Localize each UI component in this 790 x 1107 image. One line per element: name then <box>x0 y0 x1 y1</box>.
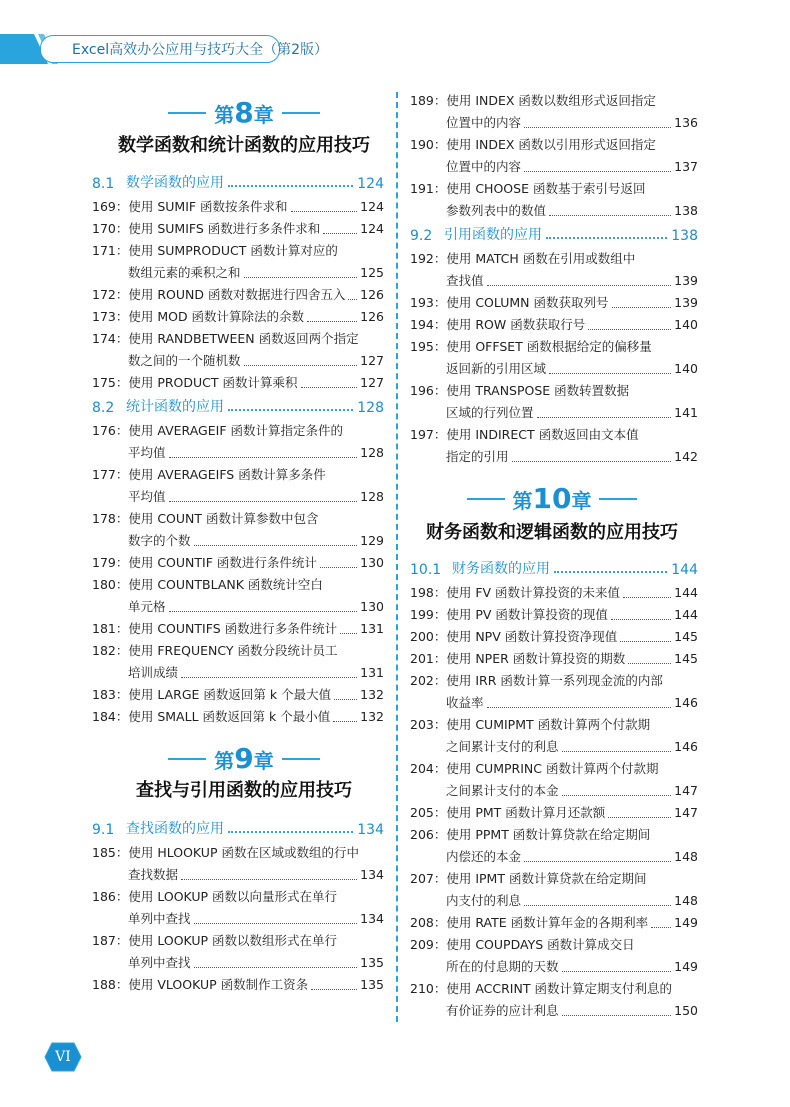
toc-entry-180[interactable]: 180：使用 COUNTBLANK 函数统计空白 单元格 130 <box>92 577 384 614</box>
toc-entry-192[interactable]: 192：使用 MATCH 函数在引用或数组中 查找值 139 <box>410 251 698 288</box>
toc-entry-193[interactable]: 193：使用 COLUMN 函数获取列号 139 <box>410 295 698 310</box>
toc-entry-177[interactable]: 177：使用 AVERAGEIFS 函数计算多条件 平均值 128 <box>92 467 384 504</box>
section-8-1[interactable] <box>92 170 384 192</box>
toc-entry-204[interactable]: 204：使用 CUMPRINC 函数计算两个付款期 之间累计支付的本金 147 <box>410 761 698 798</box>
toc-entry-169[interactable]: 169：使用 SUMIF 函数按条件求和 124 <box>92 199 384 214</box>
toc-entry-197[interactable]: 197：使用 INDIRECT 函数返回由文本值 指定的引用 142 <box>410 427 698 464</box>
toc-entry-195[interactable]: 195：使用 OFFSET 函数根据给定的偏移量 返回新的引用区域 140 <box>410 339 698 376</box>
section-9-2[interactable] <box>410 222 698 244</box>
chapter-10-title: 财务函数和逻辑函数的应用技巧 <box>426 522 678 543</box>
toc-entry-210[interactable]: 210：使用 ACCRINT 函数计算定期支付利息的 有价证券的应计利息 150 <box>410 981 698 1018</box>
section-page: 134 <box>357 822 384 838</box>
section-8-2[interactable] <box>92 394 384 416</box>
chapter-number: 8 <box>234 96 254 129</box>
toc-entry-182[interactable]: 182：使用 FREQUENCY 函数分段统计员工 培训成绩 131 <box>92 643 384 680</box>
toc-entry-183[interactable]: 183：使用 LARGE 函数返回第 k 个最大值 132 <box>92 687 384 702</box>
toc-entry-203[interactable]: 203：使用 CUMIPMT 函数计算两个付款期 之间累计支付的利息 146 <box>410 717 698 754</box>
toc-entry-202[interactable]: 202：使用 IRR 函数计算一系列现金流的内部 收益率 146 <box>410 673 698 710</box>
section-label: 统计函数的应用 <box>126 399 224 415</box>
chapter-8-heading <box>94 96 394 129</box>
section-page: 124 <box>357 176 384 192</box>
toc-entry-184[interactable]: 184：使用 SMALL 函数返回第 k 个最小值 132 <box>92 709 384 724</box>
section-number: 10.1 <box>410 562 442 578</box>
toc-entry-189[interactable]: 189：使用 INDEX 函数以数组形式返回指定 位置中的内容 136 <box>410 93 698 130</box>
section-number: 8.1 <box>92 176 115 192</box>
chapter-9-heading <box>94 742 394 775</box>
toc-entry-174[interactable]: 174：使用 RANDBETWEEN 函数返回两个指定 数之间的一个随机数 127 <box>92 331 384 368</box>
toc-entry-176[interactable]: 176：使用 AVERAGEIF 函数计算指定条件的 平均值 128 <box>92 423 384 460</box>
page-number: VI <box>55 1049 71 1065</box>
toc-entry-188[interactable]: 188：使用 VLOOKUP 函数制作工资条 135 <box>92 977 384 992</box>
toc-entry-209[interactable]: 209：使用 COUPDAYS 函数计算成交日 所在的付息期的天数 149 <box>410 937 698 974</box>
toc-entry-198[interactable]: 198：使用 FV 函数计算投资的未来值 144 <box>410 585 698 600</box>
toc-entry-206[interactable]: 206：使用 PPMT 函数计算贷款在给定期间 内偿还的本金 148 <box>410 827 698 864</box>
book-title: Excel高效办公应用与技巧大全（第2版） <box>72 42 328 58</box>
toc-entry-186[interactable]: 186：使用 LOOKUP 函数以向量形式在单行 单列中查找 134 <box>92 889 384 926</box>
chapter-suffix: 章 <box>253 103 274 127</box>
section-number: 8.2 <box>92 400 115 416</box>
toc-entry-178[interactable]: 178：使用 COUNT 函数计算参数中包含 数字的个数 129 <box>92 511 384 548</box>
section-page: 128 <box>357 400 384 416</box>
toc-entry-185[interactable]: 185：使用 HLOOKUP 函数在区域或数组的行中 查找数据 134 <box>92 845 384 882</box>
toc-entry-191[interactable]: 191：使用 CHOOSE 函数基于索引号返回 参数列表中的数值 138 <box>410 181 698 218</box>
chapter-8-title: 数学函数和统计函数的应用技巧 <box>118 135 370 156</box>
column-divider <box>396 92 398 1022</box>
toc-entry-208[interactable]: 208：使用 RATE 函数计算年金的各期利率 149 <box>410 915 698 930</box>
toc-entry-205[interactable]: 205：使用 PMT 函数计算月还款额 147 <box>410 805 698 820</box>
section-label: 引用函数的应用 <box>444 227 542 243</box>
toc-entry-172[interactable]: 172：使用 ROUND 函数对数据进行四舍五入 126 <box>92 287 384 302</box>
toc-entry-207[interactable]: 207：使用 IPMT 函数计算贷款在给定期间 内支付的利息 148 <box>410 871 698 908</box>
section-page: 144 <box>671 562 698 578</box>
section-9-1[interactable] <box>92 816 384 838</box>
toc-entry-173[interactable]: 173：使用 MOD 函数计算除法的余数 126 <box>92 309 384 324</box>
chapter-prefix: 第 <box>214 749 235 773</box>
toc-entry-200[interactable]: 200：使用 NPV 函数计算投资净现值 145 <box>410 629 698 644</box>
chapter-prefix: 第 <box>214 103 235 127</box>
section-page: 138 <box>671 228 698 244</box>
chapter-number: 9 <box>234 742 254 775</box>
chapter-suffix: 章 <box>571 489 592 513</box>
toc-entry-194[interactable]: 194：使用 ROW 函数获取行号 140 <box>410 317 698 332</box>
chapter-prefix: 第 <box>512 489 533 513</box>
toc-entry-196[interactable]: 196：使用 TRANSPOSE 函数转置数据 区域的行列位置 141 <box>410 383 698 420</box>
toc-entry-171[interactable]: 171：使用 SUMPRODUCT 函数计算对应的 数组元素的乘积之和 125 <box>92 243 384 280</box>
section-label: 财务函数的应用 <box>452 561 550 577</box>
section-label: 数学函数的应用 <box>126 175 224 191</box>
toc-entry-170[interactable]: 170：使用 SUMIFS 函数进行多条件求和 124 <box>92 221 384 236</box>
section-number: 9.1 <box>92 822 115 838</box>
toc-entry-190[interactable]: 190：使用 INDEX 函数以引用形式返回指定 位置中的内容 137 <box>410 137 698 174</box>
chapter-10-heading <box>402 482 702 515</box>
section-10-1[interactable] <box>410 556 698 578</box>
toc-entry-181[interactable]: 181：使用 COUNTIFS 函数进行多条件统计 131 <box>92 621 384 636</box>
chapter-suffix: 章 <box>253 749 274 773</box>
toc-entry-175[interactable]: 175：使用 PRODUCT 函数计算乘积 127 <box>92 375 384 390</box>
toc-entry-199[interactable]: 199：使用 PV 函数计算投资的现值 144 <box>410 607 698 622</box>
section-label: 查找函数的应用 <box>126 821 224 837</box>
chapter-9-title: 查找与引用函数的应用技巧 <box>136 780 352 801</box>
section-number: 9.2 <box>410 228 433 244</box>
toc-entry-187[interactable]: 187：使用 LOOKUP 函数以数组形式在单行 单列中查找 135 <box>92 933 384 970</box>
toc-entry-201[interactable]: 201：使用 NPER 函数计算投资的期数 145 <box>410 651 698 666</box>
chapter-number: 10 <box>532 482 572 515</box>
toc-entry-179[interactable]: 179：使用 COUNTIF 函数进行条件统计 130 <box>92 555 384 570</box>
